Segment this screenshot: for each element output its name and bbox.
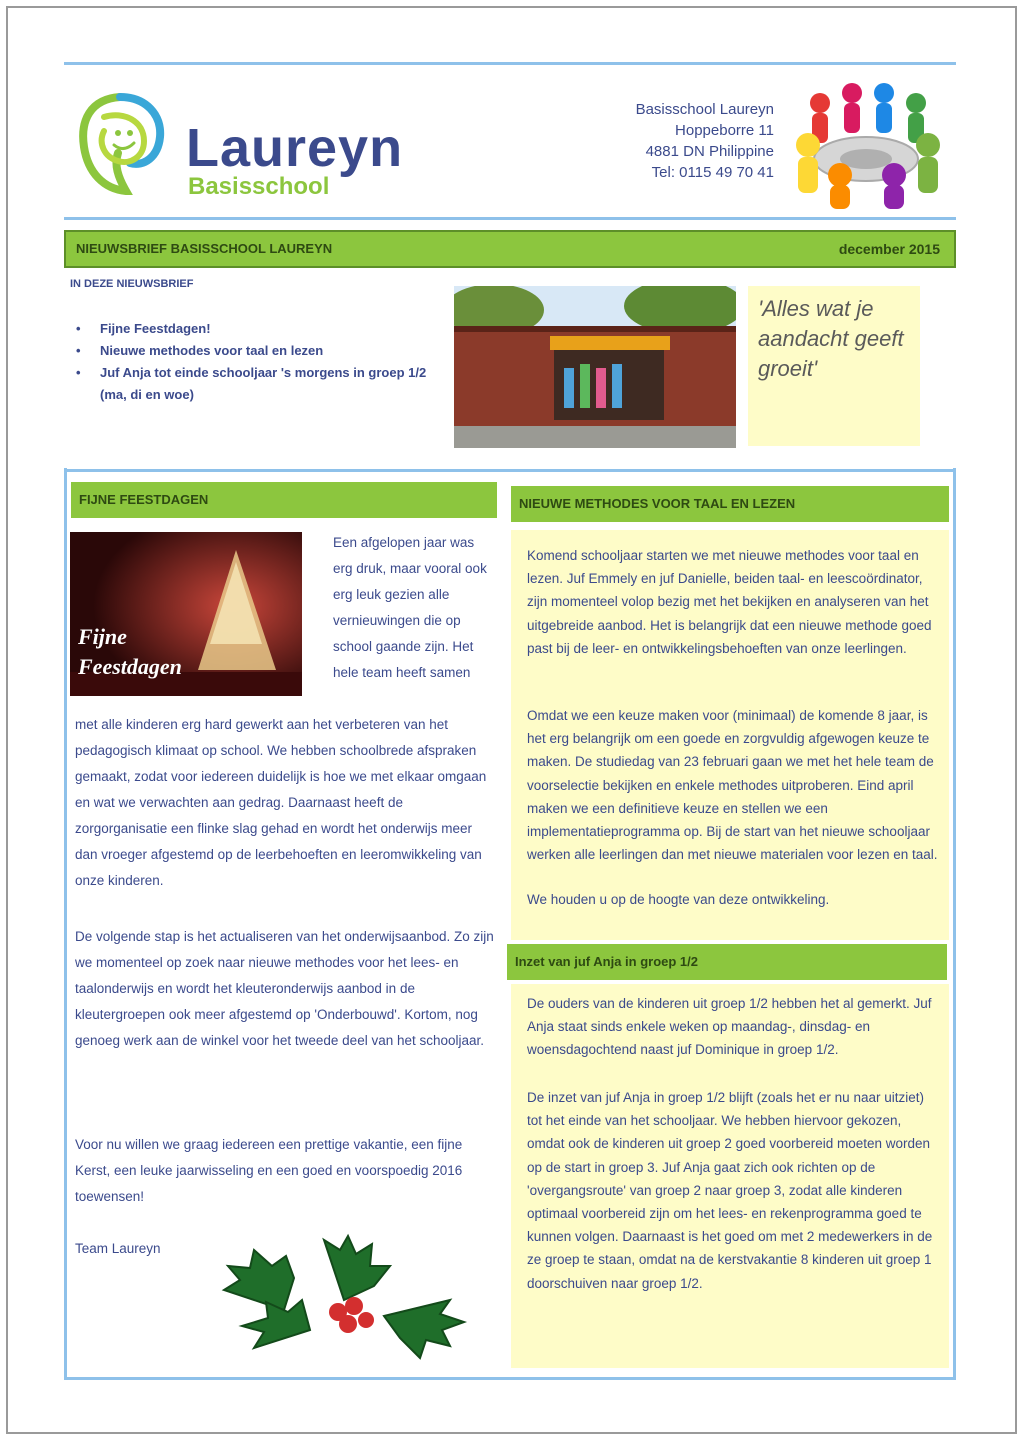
contents-item: • Juf Anja tot einde schooljaar 's morgens in groep 1/2 (ma, di en woe) (70, 362, 440, 406)
contents-item: • Nieuwe methodes voor taal en lezen (70, 340, 440, 362)
people-circle-icon (782, 77, 950, 211)
address-line: Hoppeborre 11 (675, 122, 774, 139)
newsletter-date: december 2015 (838, 241, 940, 257)
contents-section (64, 272, 956, 472)
newsletter-title-bar (64, 230, 956, 268)
signoff: Team Laureyn (75, 1241, 161, 1256)
newsletter-title: NIEUWSBRIEF BASISSCHOOL LAUREYN (76, 241, 333, 256)
contents-item: • Fijne Feestdagen! (70, 318, 440, 340)
methods-paragraph-3: We houden u op de hoogte van deze ontwikkeling. (527, 892, 830, 907)
holidays-paragraph-1: met alle kinderen erg hard gewerkt aan het verbeteren van het pedagogisch klimaat op school. We hebben schoolbrede afspraken gemaakt, zodat voor iedereen duidelijk is hoe we met elkaar omgaan en wat we verwachten aan gedrag. Daarnaast heeft de zorgorganisatie een flinke slag gehad en wordt het onderwijs meer dan vroeger afgestemd op de leerbehoeften en leeromwikkeling van onze kinderen. (75, 717, 487, 888)
section-heading-holidays: FIJNE FEESTDAGEN (71, 482, 497, 518)
methods-paragraph-2: Omdat we een keuze maken voor (minimaal) de komende 8 jaar, is het erg belangrijk om een goede en zorgvuldig afgewogen keuze te maken. De studiedag van 23 februari gaan we met het hele team de voorselectie bekijken en enkele methodes uitproberen. Eind april maken we een definitieve keuze en stellen we een implementatieprogramma op. Bij de start van het nieuwe schooljaar werken alle leerlingen dan met nieuwe materialen voor lezen en taal. (527, 708, 938, 863)
address-line: Tel: 0115 49 70 41 (651, 164, 774, 181)
quote-box: 'Alles wat je aandacht geeft groeit' (748, 286, 920, 446)
school-address (636, 99, 774, 183)
address-line: Basisschool Laureyn (635, 101, 774, 118)
anja-paragraph-1: De ouders van de kinderen uit groep 1/2 hebben het al gemerkt. Juf Anja staat sinds enkele weken op maandag-, dinsdag- en woensdagochtend naast juf Dominique in groep 1/2. (527, 996, 932, 1058)
section-heading-anja: Inzet van juf Anja in groep 1/2 (507, 944, 947, 980)
school-building-photo (454, 286, 736, 448)
header (64, 62, 956, 220)
holidays-paragraph-wrap: Een afgelopen jaar was erg druk, maar vooral ook erg leuk gezien alle vernieuwingen die op school gaande zijn. Het hele team heeft samen (333, 535, 487, 680)
methods-paragraph-1: Komend schooljaar starten we met nieuwe methodes voor taal en lezen. Juf Emmely en juf Danielle, beiden taal- en leescoördinator, zijn momenteel volop bezig met het bekijken en analyseren van het uitgebreide aanbod. Het is belangrijk dat een nieuwe methode goed past bij de leer- en ontwikkelingsbehoeften van onze leerlingen. (527, 548, 932, 656)
address-line: 4881 DN Philippine (645, 143, 774, 160)
laureyn-logo-icon (74, 91, 166, 195)
section-heading-methods: NIEUWE METHODES VOOR TAAL EN LEZEN (511, 486, 949, 522)
anja-paragraph-2: De inzet van juf Anja in groep 1/2 blijft (zoals het er nu naar uitziet) tot het einde van het schooljaar. We hebben hiervoor gekozen, omdat ook de kinderen uit groep 2 goed voorbereid moeten worden op de start in groep 3. Juf Anja gaat zich ook richten op de 'overgangsroute' van groep 2 naar groep 3, zodat alle kinderen optimaal voorbereid zijn om het lees- en rekenprogramma goed te kunnen volgen. Daarnaast is het goed om met 2 medewerkers in de ze groep te staan, omdat na de kerstvakantie 8 kinderen uit groep 1 doorschuiven naar groep 1/2. (527, 1090, 933, 1291)
contents-list (70, 318, 440, 406)
holly-decoration-icon (214, 1230, 484, 1364)
holidays-paragraph-3: Voor nu willen we graag iedereen een prettige vakantie, een fijne Kerst, een leuke jaarwisseling en een goed en voorspoedig 2016 toewensen! (75, 1137, 463, 1204)
brand-name: Laureyn (186, 118, 404, 178)
contents-heading: IN DEZE NIEUWSBRIEF (70, 278, 194, 290)
newsletter-page (64, 62, 956, 1380)
holidays-paragraph-2: De volgende stap is het actualiseren van het onderwijsaanbod. Zo zijn we momenteel op zoek naar nieuwe methodes voor het lees- en taalonderwijs en wordt het kleuteronderwijs aanbod in de kleutergroepen ook meer afgestemd op 'Onderbouwd'. Kortom, nog genoeg werk aan de winkel voor het tweede deel van het schooljaar. (75, 929, 494, 1048)
brand-subtitle: Basisschool (188, 173, 330, 200)
christmas-card-text: Fijne Feestdagen (78, 624, 182, 679)
christmas-card-image (70, 532, 302, 696)
